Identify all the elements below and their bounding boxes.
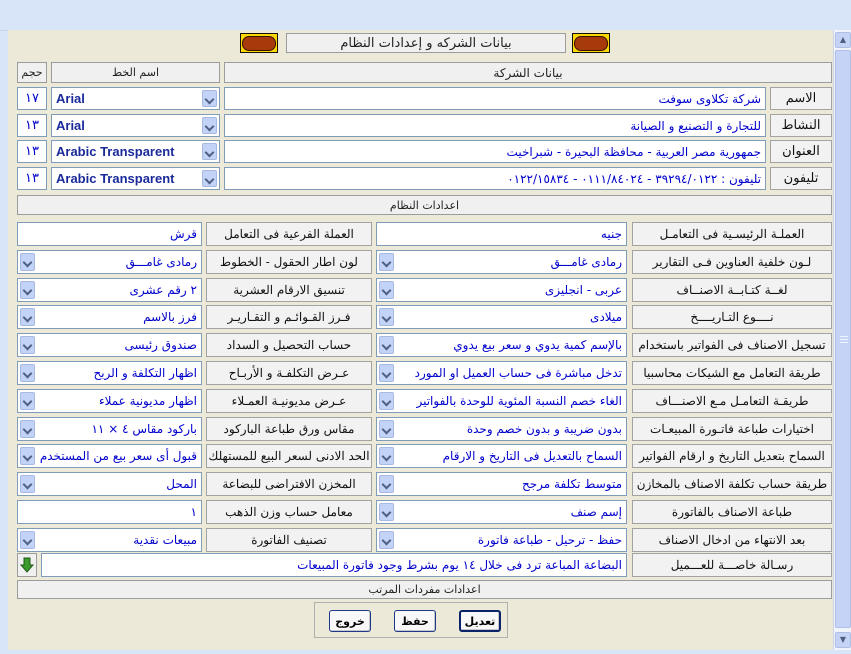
setting-select[interactable] <box>17 250 202 274</box>
items-section-title: اعدادات مفردات المرتب <box>17 580 832 599</box>
company-label: الاسم <box>770 87 832 110</box>
font-select-value: Arabic Transparent <box>56 144 175 159</box>
setting-field[interactable]: جنيه <box>376 222 627 246</box>
font-size-field[interactable]: ١٣ <box>17 167 47 190</box>
setting-select[interactable] <box>376 361 627 385</box>
setting-select-value: فرز بالاسم <box>143 310 197 324</box>
down-arrow-button[interactable] <box>17 553 37 577</box>
setting-select[interactable] <box>17 361 202 385</box>
setting-field[interactable]: قرش <box>17 222 202 246</box>
setting-select-value: متوسط تكلفة مرجح <box>522 477 622 491</box>
down-arrow-icon <box>20 557 34 573</box>
chevron-down-icon[interactable] <box>379 281 394 299</box>
exit-button[interactable]: خروج <box>329 610 371 632</box>
save-button[interactable]: حفظ <box>394 610 436 632</box>
company-value-field[interactable]: تليفون : ٣٩٢٩٤/٠١٢٢ - ٠١١١/٨٤٠٢٤ - ٠١٢٢/١٥٨٣٤ <box>224 167 766 190</box>
setting-label: طريقة حساب تكلفة الاصناف بالمخازن <box>632 472 832 496</box>
font-select-value: Arabic Transparent <box>56 171 175 186</box>
chevron-down-icon[interactable] <box>202 117 217 134</box>
window-top-edge <box>0 0 851 31</box>
setting-select[interactable] <box>376 444 627 468</box>
chevron-down-icon[interactable] <box>202 170 217 187</box>
setting-select-value: بالإسم كمية يدوي و سعر بيع يدوي <box>453 338 622 352</box>
setting-select[interactable] <box>376 472 627 496</box>
chevron-down-icon[interactable] <box>379 392 394 410</box>
setting-select-value: رمادى غامـــق <box>550 255 622 269</box>
setting-select-value: اظهار مديونية عملاء <box>98 394 197 408</box>
setting-select-value: قبول أى سعر بيع من المستخدم <box>39 449 197 463</box>
setting-label: اختيارات طباعة فاتـورة المبيعـات <box>632 417 832 441</box>
setting-label: المخزن الافتراضى للبضاعة <box>206 472 372 496</box>
setting-select[interactable] <box>17 278 202 302</box>
setting-label: بعد الانتهاء من ادخال الاصناف <box>632 528 832 552</box>
setting-select-value: السماح بالتعديل فى التاريخ و الارقام <box>442 449 622 463</box>
setting-select-value: تدخل مباشرة فى حساب العميل او المورد <box>414 366 622 380</box>
chevron-down-icon[interactable] <box>20 281 35 299</box>
chevron-down-icon[interactable] <box>20 447 35 465</box>
setting-label: تنسيق الارقام العشرية <box>206 278 372 302</box>
setting-select-value: الغاء خصم النسبة المئوية للوحدة بالفواتير <box>416 394 622 408</box>
setting-select-value: رمادى غامـــق <box>125 255 197 269</box>
setting-select[interactable] <box>17 472 202 496</box>
chevron-down-icon[interactable] <box>20 392 35 410</box>
chevron-down-icon[interactable] <box>379 364 394 382</box>
chevron-down-icon[interactable] <box>20 420 35 438</box>
chevron-down-icon[interactable] <box>379 336 394 354</box>
setting-label: نــــوع التـاريــــخ <box>632 305 832 329</box>
chevron-down-icon[interactable] <box>20 364 35 382</box>
setting-select[interactable] <box>376 250 627 274</box>
window-title: بيانات الشركه و إعدادات النظام <box>286 33 566 53</box>
chevron-down-icon[interactable] <box>379 308 394 326</box>
setting-label: تسجيل الاصناف فى الفواتير باستخدام <box>632 333 832 357</box>
font-select[interactable] <box>51 87 220 110</box>
setting-label: لغــة كتـابــة الاصنــاف <box>632 278 832 302</box>
setting-select[interactable] <box>17 333 202 357</box>
setting-label: طريقـة التعامـل مـع الاصنـــاف <box>632 389 832 413</box>
font-select-value: Arial <box>56 91 85 106</box>
scroll-down-icon[interactable]: ▼ <box>835 632 851 648</box>
company-section-title: بيانات الشركة <box>224 62 832 83</box>
logo-right-icon <box>572 33 610 53</box>
chevron-down-icon[interactable] <box>20 336 35 354</box>
setting-select-value: اظهار التكلفة و الربح <box>93 366 197 380</box>
font-size-field[interactable]: ١٣ <box>17 114 47 137</box>
setting-select-value: ميلادى <box>590 310 622 324</box>
company-label: النشاط <box>770 114 832 137</box>
setting-select-value: باركود مقاس ٤ × ١١ <box>91 422 197 436</box>
setting-label: العملة الفرعية فى التعامل <box>206 222 372 246</box>
company-value-field[interactable]: شركة تكلاوى سوفت <box>224 87 766 110</box>
company-label: تليفون <box>770 167 832 190</box>
setting-label: تصنيف الفاتورة <box>206 528 372 552</box>
chevron-down-icon[interactable] <box>379 531 394 549</box>
setting-select[interactable] <box>376 278 627 302</box>
setting-select-value: عربى - انجليزى <box>544 283 622 297</box>
chevron-down-icon[interactable] <box>379 447 394 465</box>
setting-select[interactable] <box>376 417 627 441</box>
chevron-down-icon[interactable] <box>20 531 35 549</box>
chevron-down-icon[interactable] <box>379 253 394 271</box>
chevron-down-icon[interactable] <box>379 503 394 521</box>
setting-select[interactable] <box>17 444 202 468</box>
company-label: العنوان <box>770 140 832 163</box>
setting-select[interactable] <box>376 305 627 329</box>
chevron-down-icon[interactable] <box>379 475 394 493</box>
font-select[interactable] <box>51 167 220 190</box>
font-name-header: اسم الخط <box>51 62 220 83</box>
setting-label: طريقة التعامل مع الشيكات محاسبيا <box>632 361 832 385</box>
setting-select-value: المحل <box>166 477 197 491</box>
font-size-field[interactable]: ١٧ <box>17 87 47 110</box>
setting-label: حساب التحصيل و السداد <box>206 333 372 357</box>
setting-select-value: ٢ رقم عشرى <box>129 283 197 297</box>
system-section-title: اعدادات النظام <box>17 195 832 215</box>
setting-label: لـون خلفية العناوين فـى التقارير <box>632 250 832 274</box>
logo-left-icon <box>240 33 278 53</box>
setting-select-value: إسم صنف <box>570 505 622 519</box>
setting-label: عـرض التكلفـة و الأربـاح <box>206 361 372 385</box>
edit-button[interactable]: تعديل <box>459 610 501 632</box>
chevron-down-icon[interactable] <box>202 143 217 160</box>
setting-select[interactable] <box>376 333 627 357</box>
chevron-down-icon[interactable] <box>379 420 394 438</box>
chevron-down-icon[interactable] <box>20 308 35 326</box>
setting-select[interactable] <box>17 528 202 552</box>
setting-select-value: بدون ضريبة و بدون خصم وحدة <box>466 422 622 436</box>
chevron-down-icon[interactable] <box>20 475 35 493</box>
setting-select-value: مبيعات نقدية <box>133 533 197 547</box>
setting-select[interactable] <box>376 389 627 413</box>
scroll-thumb[interactable] <box>835 50 851 628</box>
font-size-field[interactable]: ١٣ <box>17 140 47 163</box>
setting-label: معامل حساب وزن الذهب <box>206 500 372 524</box>
customer-message-field[interactable]: البضاعة المباعة ترد فى خلال ١٤ يوم بشرط وجود فاتورة المبيعات <box>41 553 627 577</box>
font-select-value: Arial <box>56 118 85 133</box>
company-value-field[interactable]: للتجارة و التصنيع و الصيانة <box>224 114 766 137</box>
setting-label: العملـة الرئيسـية فى التعامـل <box>632 222 832 246</box>
font-select[interactable] <box>51 114 220 137</box>
vertical-scrollbar[interactable] <box>833 30 851 650</box>
font-select[interactable] <box>51 140 220 163</box>
setting-select[interactable] <box>376 528 627 552</box>
setting-label: السماح بتعديل التاريخ و ارقام الفواتير <box>632 444 832 468</box>
setting-label: الحد الادنى لسعر البيع للمستهلك <box>206 444 372 468</box>
setting-select-value: صندوق رئيسى <box>124 338 197 352</box>
message-label: رسـالة خاصـــة للعـــميل <box>632 553 832 577</box>
setting-label: مقاس ورق طباعة الباركود <box>206 417 372 441</box>
setting-label: فـرز القـوائـم و التقـاريـر <box>206 305 372 329</box>
scroll-up-icon[interactable]: ▲ <box>835 32 851 48</box>
chevron-down-icon[interactable] <box>20 253 35 271</box>
setting-select[interactable] <box>17 389 202 413</box>
setting-label: لون اطار الحقول - الخطوط <box>206 250 372 274</box>
company-value-field[interactable]: جمهورية مصر العربية - محافظة البحيرة - شبراخيت <box>224 140 766 163</box>
font-size-header: حجم <box>17 62 47 83</box>
setting-label: عـرض مديونيـة العمـلاء <box>206 389 372 413</box>
setting-select[interactable] <box>17 417 202 441</box>
setting-select-value: حفظ - ترحيل - طباعة فاتورة <box>477 533 622 547</box>
setting-select[interactable] <box>17 305 202 329</box>
setting-select[interactable] <box>376 500 627 524</box>
setting-field[interactable]: ١ <box>17 500 202 524</box>
chevron-down-icon[interactable] <box>202 90 217 107</box>
setting-label: طباعة الاصناف بالفاتورة <box>632 500 832 524</box>
